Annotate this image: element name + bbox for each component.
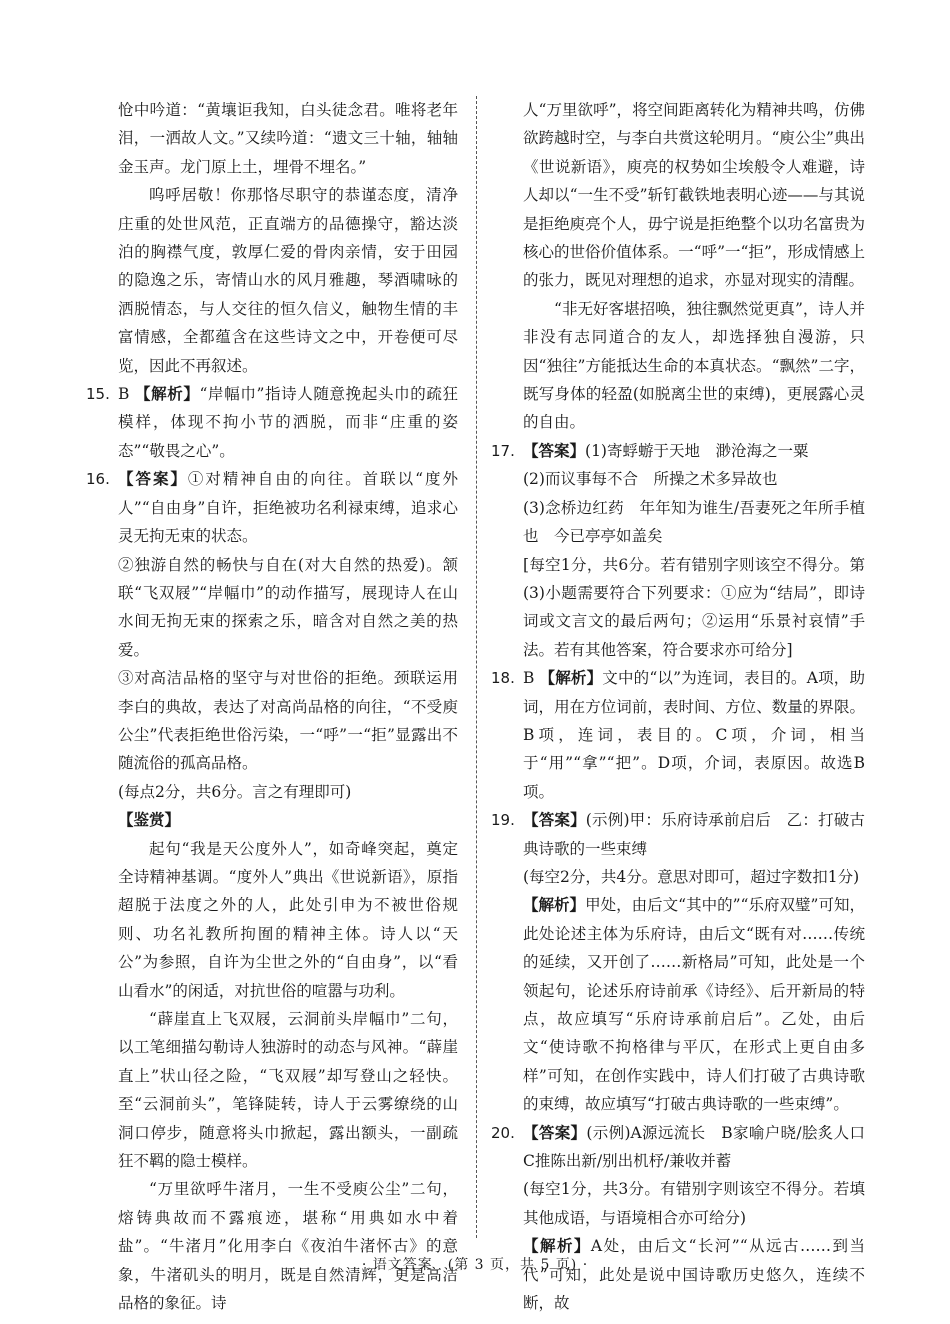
analysis-tag: 【解析】 (539, 669, 603, 688)
answer-point-3: ③对高洁品格的坚守与对世俗的拒绝。颈联运用李白的典故，表达了对高尚品格的向往，“不受庾公尘”代表拒绝世俗污染，一“呼”一“拒”显露出不随流俗的孤高品格。 (118, 669, 458, 773)
answer-tag: 【答案】 (523, 811, 586, 830)
answer-line-1: (1)寄蜉蝣于天地 渺沧海之一粟 (585, 441, 809, 460)
answer-tag: 【答案】 (523, 1123, 587, 1142)
question-20 (491, 1119, 881, 1318)
appreciation-paragraph-2: “薜崖直上飞双屐，云洞前头岸幅巾”二句，以工笔细描勾勒诗人独游时的动态与风神。“薜崖直上”状山径之险，“飞双屐”却写登山之轻快。至“云洞前头”，笔锋陡转，诗人于云雾缭绕的山洞口停步，随意将头巾掀起，露出额头，一副疏狂不羁的隐士模样。 (118, 1010, 458, 1171)
answer-point-2: ②独游自然的畅快与自在(对大自然的热爱)。颔联“飞双屐”“岸幅巾”的动作描写，展现诗人在山水间无拘无束的探索之乐，暗含对自然之美的热爱。 (118, 555, 458, 659)
question-15 (88, 380, 458, 465)
answer-text: (示例)甲：乐府诗承前启后 乙：打破古典诗歌的一些束缚 (523, 811, 865, 858)
appreciation-paragraph-3-cont: 人“万里欲呼”，将空间距离转化为精神共鸣，仿佛欲跨越时空，与李白共赏这轮明月。“庾公尘”典出《世说新语》，庾亮的权势如尘埃般令人难避，诗人却以“一生不受”斩钉截铁地表明心迹——与其说是拒绝庾亮个人，毋宁说是拒绝整个以功名富贵为核心的世俗价值体系。一“呼”一“拒”，形成情感上的张力，既见对理想的追求，亦显对现实的清醒。 (523, 101, 865, 290)
answer-point-1: ①对精神自由的向往。首联以“度外人”“自由身”自许，拒绝被功名利禄束缚，追求心灵无拘无束的状态。 (118, 470, 458, 546)
answer-tag: 【答案】 (118, 470, 188, 489)
analysis-tag: 【解析】 (523, 1237, 591, 1256)
question-19 (493, 806, 865, 1118)
intro-paragraph: 怆中吟道：“黄壤讵我知，白头徒念君。唯将老年泪，一洒故人文。”又续吟道：“遗文三十轴，轴轴金玉声。龙门原上土，埋骨不埋名。” (118, 101, 458, 176)
left-column (88, 96, 458, 1317)
analysis-text: “岸幅巾”指诗人随意挽起头巾的疏狂模样，体现不拘小节的洒脱，而非“庄重的姿态”“敬畏之心”。 (118, 385, 458, 460)
analysis-text: A处，由后文“长河”“从远古……到当代”可知，此处是说中国诗歌历史悠久，连续不断，故 (523, 1237, 865, 1313)
scoring-note: (每空2分，共4分。意思对即可，超过字数扣1分) (523, 867, 860, 886)
analysis-text: 文中的“以”为连词，表目的。A项，助词，用在方位词前，表时间、方位、数量的界限。B项，连词，表目的。C项，介词，相当于“用”“拿”“把”。D项，介词，表原因。故选B项。 (523, 669, 865, 801)
appreciation-paragraph-4: “非无好客堪招唤，独往飘然觉更真”，诗人并非没有志同道合的友人，却选择独自漫游，只因“独往”方能抵达生命的本真状态。“飘然”二字，既写身体的轻盈(如脱离尘世的束缚)，更展露心灵的自由。 (523, 299, 865, 432)
question-17 (493, 437, 865, 664)
question-number: 18. (491, 669, 515, 688)
appreciation-tag: 【鉴赏】 (118, 811, 181, 830)
appreciation-paragraph-1: 起句“我是天公度外人”，如奇峰突起，奠定全诗精神基调。“度外人”典出《世说新语》，原指超脱于法度之外的人，此处引申为不被世俗规则、功名礼教所拘囿的精神主体。诗人以“天公”为参照，自许为尘世之外的“自由身”，以“看山看水”的闲适，对抗世俗的喧嚣与功利。 (118, 839, 458, 1000)
answer-letter: B (118, 385, 130, 404)
question-number: 16. (86, 470, 110, 489)
question-number: 15. (86, 385, 110, 404)
scoring-note: (每空1分，共3分。有错别字则该空不得分。若填其他成语，与语境相合亦可给分) (523, 1180, 865, 1227)
column-divider (476, 96, 477, 1238)
analysis-text: 甲处，由后文“其中的”“乐府双璧”可知，此处论述主体为乐府诗，由后文“既有对……传统的延续，又开创了……新格局”可知，此处是一个领起句，论述乐府诗前承《诗经》、后开新局的特点，故应填写“乐府诗承前启后”。乙处，由后文“使诗歌不拘格律与平仄，在形式上更自由多样”可知，在创作实践中，诗人们打破了古典诗歌的束缚，故应填写“打破古典诗歌的一些束缚”。 (523, 896, 865, 1114)
appreciation-paragraph-3: “万里欲呼牛渚月，一生不受庾公尘”二句，熔铸典故而不露痕迹，堪称“用典如水中着盐”。“牛渚月”化用李白《夜泊牛渚怀古》的意象，牛渚矶头的明月，既是自然清辉，更是高洁品格的象征。诗 (118, 1180, 458, 1313)
analysis-tag: 【解析】 (134, 385, 200, 404)
scoring-note: [每空1分，共6分。若有错别字则该空不得分。第(3)小题需要符合下列要求：①应为“结局”，即诗词或文言文的最后两句；②运用“乐景衬哀情”手法。若有其他答案，符合要求亦可给分] (523, 555, 865, 659)
analysis-tag: 【解析】 (523, 896, 586, 915)
answer-tag: 【答案】 (523, 441, 586, 460)
scoring-note: (每点2分，共6分。言之有理即可) (118, 782, 352, 801)
answer-text: (示例)A源远流长 B家喻户晓/脍炙人口 C推陈出新/别出机杼/兼收并蓄 (523, 1123, 881, 1171)
answer-line-3: (3)念桥边红药 年年知为谁生/吾妻死之年所手植也 今已亭亭如盖矣 (523, 498, 865, 546)
mourn-paragraph: 呜呼居敬！你那恪尽职守的恭谨态度，清净庄重的处世风范，正直端方的品德操守，豁达淡泊的胸襟气度，敦厚仁爱的骨肉亲情，安于田园的隐逸之乐，寄情山水的风月雅趣，琴酒啸咏的洒脱情态，与人交往的恒久信义，触物生情的丰富情感，全都蕴含在这些诗文之中，开卷便可尽览，因此不再叙述。 (118, 186, 458, 375)
question-number: 19. (491, 811, 515, 830)
question-18 (493, 664, 865, 806)
question-16 (88, 465, 458, 1317)
question-number: 17. (491, 441, 515, 460)
answer-letter: B (523, 669, 535, 688)
question-number: 20. (491, 1123, 515, 1142)
page-footer: · 语文答案 (第 3 页，共 5 页) · (361, 1257, 589, 1273)
answer-line-2: (2)而议事每不合 所操之术多异故也 (523, 470, 778, 489)
right-column (491, 96, 881, 1317)
